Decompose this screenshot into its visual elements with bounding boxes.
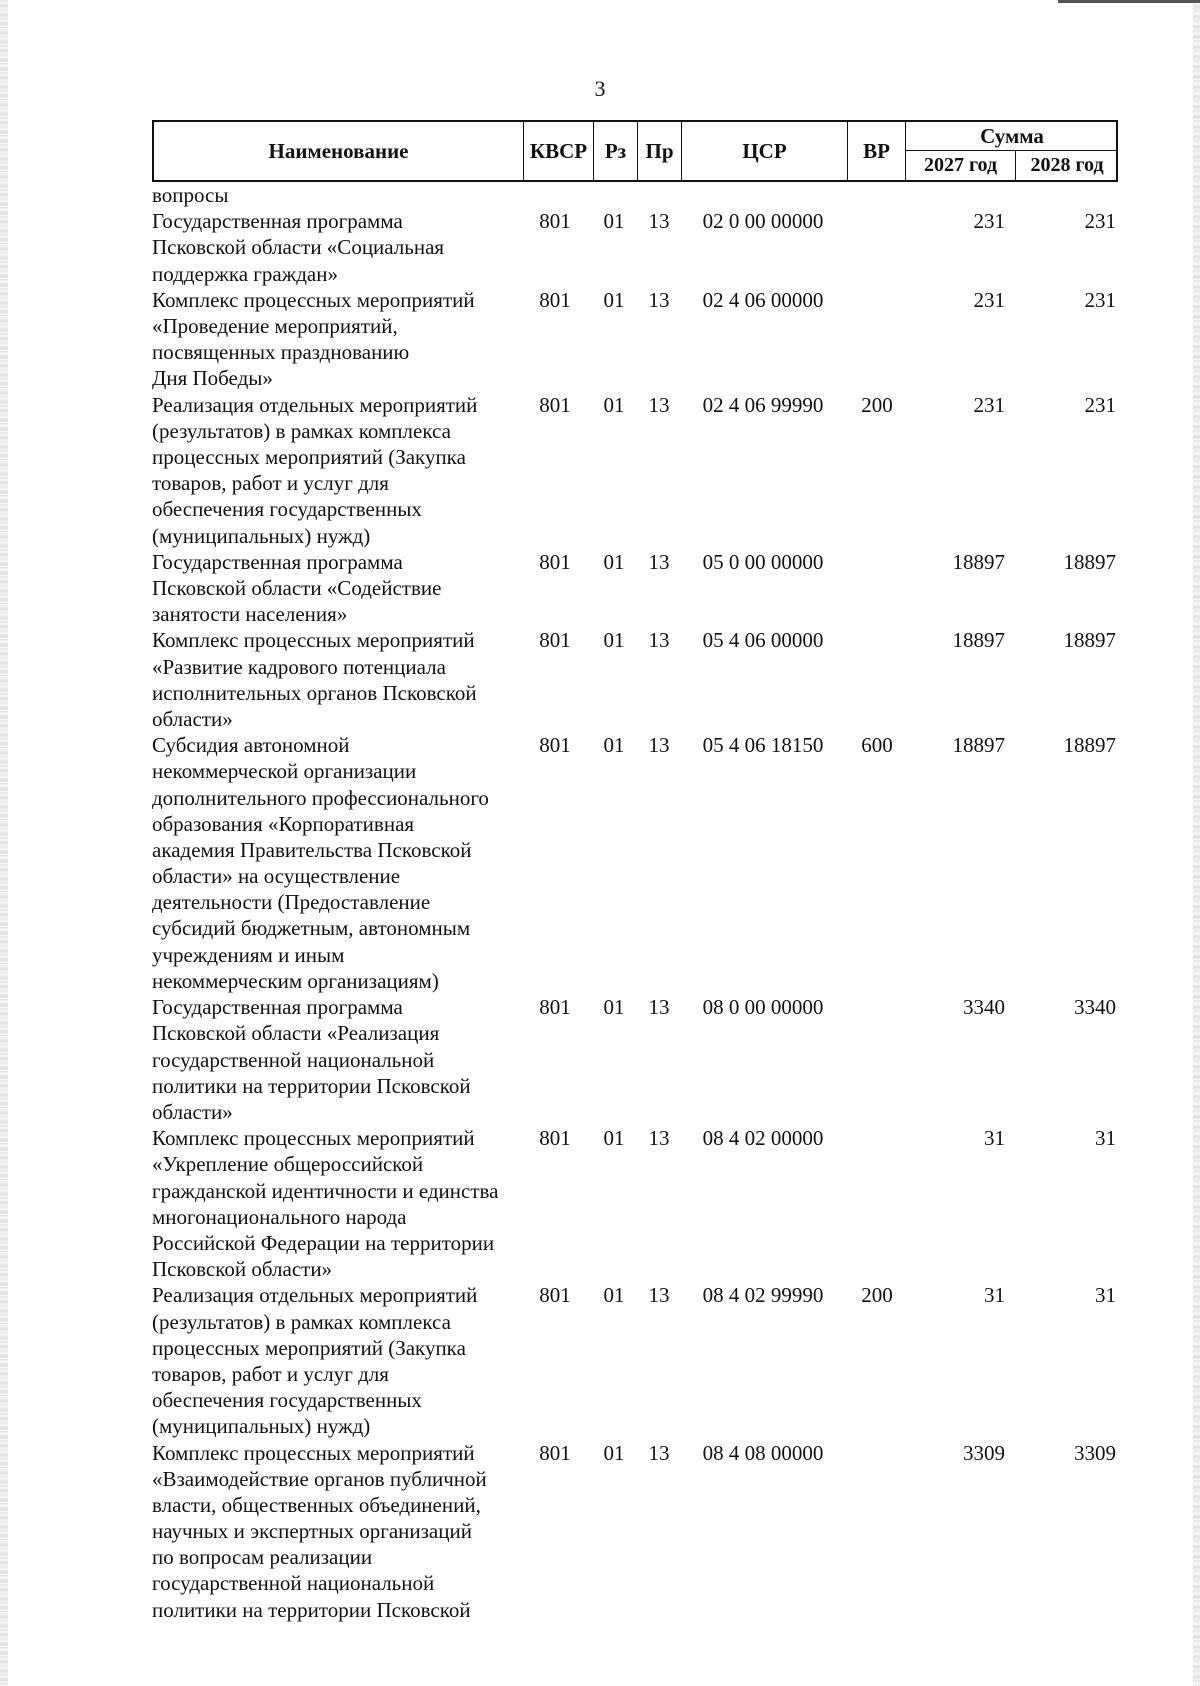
row-csr: 02 0 00 00000 (702, 209, 824, 234)
row-kvsr: 801 (539, 733, 571, 758)
row-csr: 08 4 02 00000 (702, 1126, 824, 1151)
row-name-line: Реализация отдельных мероприятий (152, 392, 478, 417)
row-name-line: товаров, работ и услуг для (152, 471, 389, 496)
row-name-line: некоммерческой организации (152, 759, 417, 784)
row-sum-2027: 18897 (952, 733, 1005, 758)
row-csr: 05 0 00 00000 (702, 549, 824, 574)
row-name-line: некоммерческим организациям) (152, 968, 439, 993)
row-pr: 13 (648, 549, 670, 574)
row-name-line: политики на территории Псковской (152, 1073, 471, 1098)
row-name-line: гражданской идентичности и единства (152, 1178, 499, 1203)
row-kvsr: 801 (539, 1126, 571, 1151)
row-name-line: посвященных празднованию (152, 340, 410, 365)
row-name-line: Государственная программа (152, 209, 403, 234)
row-name-line: «Взаимодействие органов публичной (152, 1466, 487, 1491)
table-row (0, 627, 1200, 732)
table-row (0, 994, 1200, 1125)
row-rz: 01 (603, 995, 625, 1020)
row-name-line: Государственная программа (152, 995, 403, 1020)
row-name-line: занятости населения» (152, 602, 348, 627)
row-name-line: (результатов) в рамках комплекса (152, 418, 451, 443)
table-row (0, 182, 1200, 208)
row-kvsr: 801 (539, 1440, 571, 1465)
table-row (0, 1440, 1200, 1623)
row-name-line: товаров, работ и услуг для (152, 1361, 389, 1386)
row-kvsr: 801 (539, 287, 571, 312)
row-sum-2028: 231 (1084, 392, 1116, 417)
row-name-line: деятельности (Предоставление (152, 890, 431, 915)
row-name (152, 627, 507, 732)
row-name-line: Комплекс процессных мероприятий (152, 1126, 475, 1151)
row-kvsr: 801 (539, 1283, 571, 1308)
header-csr: ЦСР (682, 122, 848, 180)
row-name-line: образования «Корпоративная (152, 811, 415, 836)
row-sum-2027: 31 (984, 1283, 1005, 1308)
row-sum-2027: 3309 (963, 1440, 1005, 1465)
row-sum-2028: 18897 (1063, 628, 1116, 653)
row-rz: 01 (603, 392, 625, 417)
row-rz: 01 (603, 287, 625, 312)
row-name-line: учреждениям и иным (152, 942, 345, 967)
row-name-line: обеспечения государственных (152, 497, 422, 522)
row-pr: 13 (648, 209, 670, 234)
header-rz: Рз (594, 122, 638, 180)
row-name-line: власти, общественных объединений, (152, 1492, 481, 1517)
row-name (152, 1125, 507, 1282)
row-name (152, 994, 507, 1125)
row-name-line: процессных мероприятий (Закупка (152, 444, 466, 469)
row-sum-2028: 231 (1084, 209, 1116, 234)
table-row (0, 208, 1200, 287)
row-csr: 08 4 02 99990 (702, 1283, 824, 1308)
row-sum-2028: 3340 (1074, 995, 1116, 1020)
row-sum-2027: 18897 (952, 549, 1005, 574)
row-name-line: вопросы (152, 183, 229, 207)
row-sum-2027: 231 (973, 287, 1005, 312)
row-sum-2028: 31 (1095, 1126, 1116, 1151)
row-rz: 01 (603, 1440, 625, 1465)
row-rz: 01 (603, 1283, 625, 1308)
row-name-line: обеспечения государственных (152, 1388, 422, 1413)
row-vr: 600 (861, 733, 893, 758)
table-row (0, 1125, 1200, 1282)
row-name-line: поддержка граждан» (152, 261, 338, 286)
row-name-line: «Проведение мероприятий, (152, 313, 398, 338)
row-name-line: государственной национальной (152, 1047, 435, 1072)
header-pr: Пр (638, 122, 682, 180)
row-name-line: Комплекс процессных мероприятий (152, 287, 475, 312)
row-sum-2027: 231 (973, 209, 1005, 234)
row-sum-2028: 18897 (1063, 733, 1116, 758)
row-vr: 200 (861, 1283, 893, 1308)
row-rz: 01 (603, 733, 625, 758)
row-name-line: Псковской области» (152, 1257, 333, 1282)
row-sum-2027: 18897 (952, 628, 1005, 653)
row-sum-2028: 18897 (1063, 549, 1116, 574)
table-header (152, 120, 1118, 182)
row-name-line: (муниципальных) нужд) (152, 523, 371, 548)
row-name-line: Реализация отдельных мероприятий (152, 1283, 478, 1308)
row-sum-2028: 231 (1084, 287, 1116, 312)
row-name-line: (результатов) в рамках комплекса (152, 1309, 451, 1334)
scan-top-line (1058, 0, 1200, 3)
page-number: 3 (594, 76, 606, 101)
row-vr: 200 (861, 392, 893, 417)
row-csr: 02 4 06 99990 (702, 392, 824, 417)
row-name-line: государственной национальной (152, 1571, 435, 1596)
row-pr: 13 (648, 287, 670, 312)
header-kvsr: КВСР (524, 122, 594, 180)
row-pr: 13 (648, 995, 670, 1020)
row-name-line: области» (152, 1099, 233, 1124)
row-name-line: процессных мероприятий (Закупка (152, 1335, 466, 1360)
row-name-line: Псковской области «Социальная (152, 235, 445, 260)
row-pr: 13 (648, 1283, 670, 1308)
row-name-line: научных и экспертных организаций (152, 1519, 472, 1544)
row-rz: 01 (603, 209, 625, 234)
row-name-line: Комплекс процессных мероприятий (152, 1440, 475, 1465)
row-name (152, 392, 507, 549)
row-name-line: Псковской области «Содействие (152, 575, 442, 600)
row-name-line: области» на осуществление (152, 864, 401, 889)
row-name-line: (муниципальных) нужд) (152, 1414, 371, 1439)
header-year-2028: 2028 год (1030, 154, 1104, 176)
row-name-line: Псковской области «Реализация (152, 1021, 440, 1046)
header-year-2027: 2027 год (906, 151, 1016, 180)
row-csr: 05 4 06 18150 (702, 733, 824, 758)
row-kvsr: 801 (539, 392, 571, 417)
row-pr: 13 (648, 392, 670, 417)
row-name-line: Комплекс процессных мероприятий (152, 628, 475, 653)
header-name: Наименование (154, 122, 524, 180)
row-name-line: Дня Победы» (152, 366, 273, 391)
row-name-line: «Развитие кадрового потенциала (152, 654, 446, 679)
row-csr: 05 4 06 00000 (702, 628, 824, 653)
row-name (152, 1440, 507, 1623)
row-name-line: дополнительного профессионального (152, 785, 489, 810)
row-csr: 08 4 08 00000 (702, 1440, 824, 1465)
row-rz: 01 (603, 628, 625, 653)
table-row (0, 392, 1200, 549)
row-kvsr: 801 (539, 549, 571, 574)
row-pr: 13 (648, 1440, 670, 1465)
row-pr: 13 (648, 628, 670, 653)
row-name-line: академия Правительства Псковской (152, 837, 472, 862)
row-sum-2027: 3340 (963, 995, 1005, 1020)
row-pr: 13 (648, 733, 670, 758)
row-name (152, 1282, 507, 1439)
table-row (0, 732, 1200, 994)
row-name-line: по вопросам реализации (152, 1545, 373, 1570)
row-name-line: Российской Федерации на территории (152, 1230, 495, 1255)
header-sum: Сумма (906, 122, 1118, 151)
row-csr: 02 4 06 00000 (702, 287, 824, 312)
table-body (0, 182, 1200, 1623)
row-name-line: многонационального народа (152, 1204, 407, 1229)
row-name (152, 732, 507, 994)
row-name (152, 208, 507, 287)
row-kvsr: 801 (539, 628, 571, 653)
row-name-line: политики на территории Псковской (152, 1597, 471, 1622)
row-rz: 01 (603, 549, 625, 574)
row-sum-2027: 231 (973, 392, 1005, 417)
row-name-line: Субсидия автономной (152, 733, 350, 758)
row-name-line: «Укрепление общероссийской (152, 1152, 424, 1177)
table-row (0, 549, 1200, 628)
row-sum-2027: 31 (984, 1126, 1005, 1151)
row-name-line: Государственная программа (152, 549, 403, 574)
row-csr: 08 0 00 00000 (702, 995, 824, 1020)
row-kvsr: 801 (539, 995, 571, 1020)
header-vr: ВР (848, 122, 906, 180)
table-row (0, 287, 1200, 392)
row-kvsr: 801 (539, 209, 571, 234)
row-name-line: исполнительных органов Псковской (152, 680, 477, 705)
row-pr: 13 (648, 1126, 670, 1151)
row-name-line: области» (152, 706, 233, 731)
row-sum-2028: 31 (1095, 1283, 1116, 1308)
row-rz: 01 (603, 1126, 625, 1151)
row-name (152, 549, 507, 628)
table-row (0, 1282, 1200, 1439)
row-name (152, 287, 507, 392)
row-name-line: субсидий бюджетным, автономным (152, 916, 471, 941)
row-sum-2028: 3309 (1074, 1440, 1116, 1465)
row-name (152, 182, 507, 208)
